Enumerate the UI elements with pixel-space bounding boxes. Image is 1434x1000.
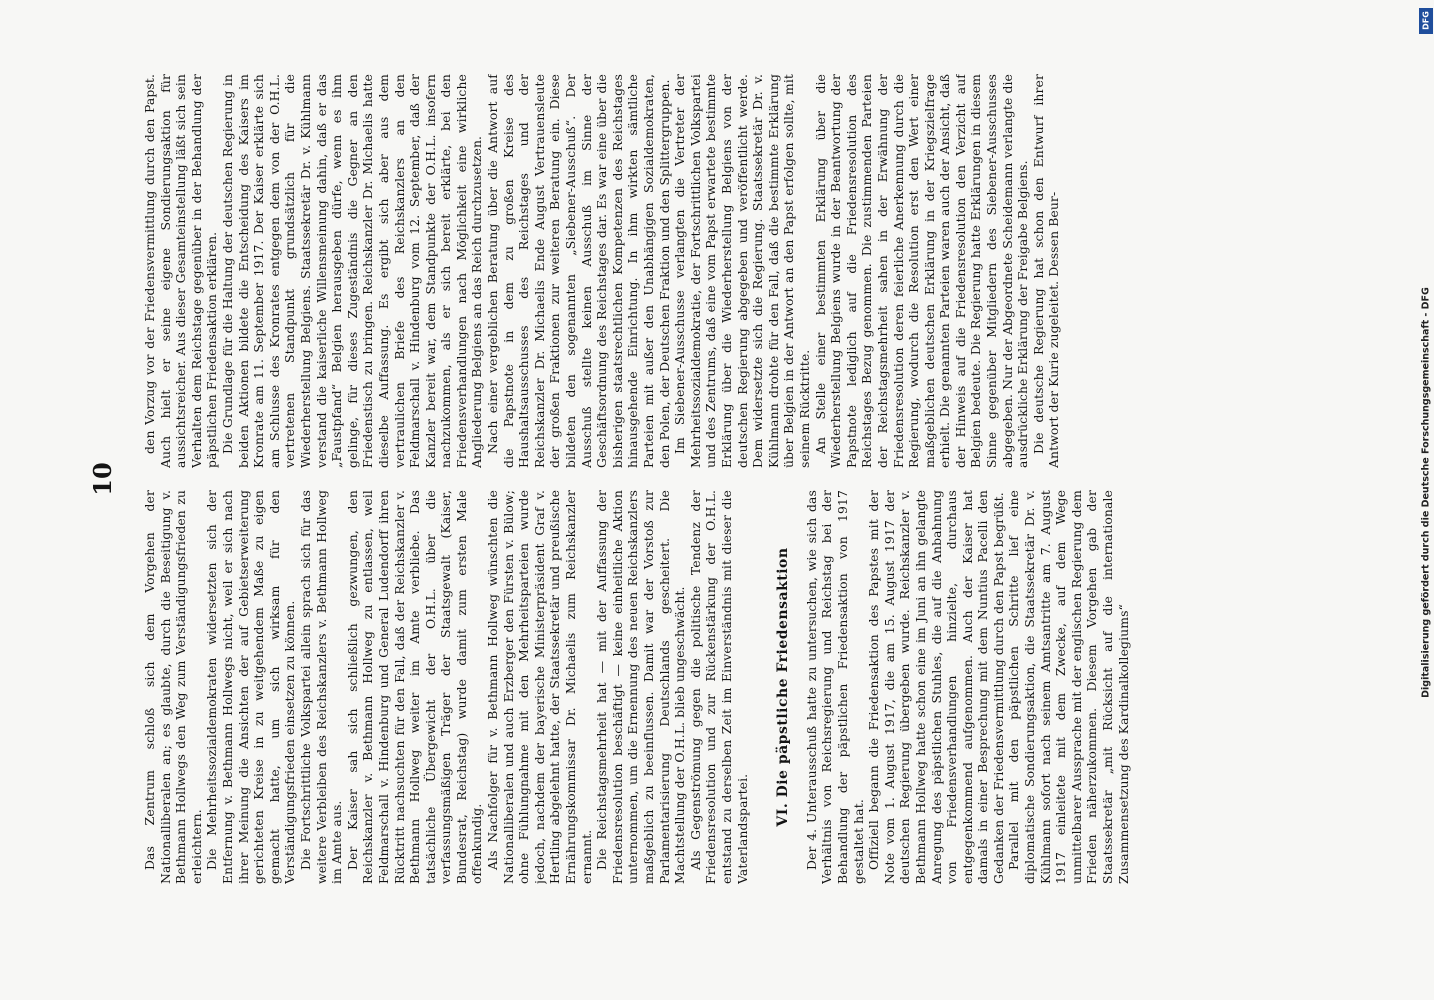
dfg-sidebar: [1418, 0, 1434, 1000]
digitization-credit: Digitalisierung gefördert durch die Deutsche Forschungsgemeinschaft - DFG: [1420, 287, 1432, 698]
column-right: [142, 490, 1292, 884]
paragraph: Als Gegenströmung gegen die politische Tendenz der Friedensresolution und zur Rückenstärkung der O.H.L. entstand zu derselben Zeit im Einverständnis mit dieser die Vaterlandspartei.: [687, 490, 750, 884]
paragraph: Die Reichstagsmehrheit hat — mit der Auffassung der Friedensresolution beschäftigt — keine einheitliche Aktion unternommen, um die Ernennung des neuen Reichskanzlers maßgeblich zu beeinflussen. Damit war der Vorstoß zur Parlamentarisierung Deutschlands gescheitert. Die Machtstellung der O.H.L. blieb ungeschwächt.: [594, 490, 688, 884]
paragraph: Die Grundlage für die Haltung der deutschen Regierung in beiden Aktionen bildete die Entscheidung des Kaisers im Kronrate am 11. September 1917. Der Kaiser erklärte sich am Schlusse des Kronrates entgegen dem von der O.H.L. vertretenen Standpunkt grundsätzlich für die Wiederherstellung Belgiens. Staatssekretär Dr. v. Kühlmann verstand die kaiserliche Willensmeinung dahin, daß er das „Faustpfand“ Belgien herausgeben dürfe, wenn es ihm gelinge, für dieses Zugeständnis die Gegner an den Friedenstisch zu bringen. Reichskanzler Dr. Michaelis hatte dieselbe Auffassung. Es ergibt sich aber aus dem vertraulichen Briefe des Reichskanzlers an den Feldmarschall v. Hindenburg vom 12. September, daß der Kanzler bereit war, dem Standpunkte der O.H.L. insofern nachzukommen, als er sich bereit erklärte, bei den Friedensverhandlungen nach Möglichkeit eine wirkliche Angliederung Belgiens an das Reich durchzusetzen.: [219, 74, 485, 468]
rotated-page-content: [84, 54, 1304, 904]
paragraph: Offiziell begann die Friedensaktion des Papstes mit der Note vom 1. August 1917, die am 15. August 1917 der deutschen Regierung übergeben wurde. Reichskanzler v. Bethmann Hollweg hatte schon eine im Juni an ihn gelangte Anregung des päpstlichen Stuhles, die auf die Anbahnung von Friedensverhandlungen hinzielte, durchaus entgegenkommend aufgenommen. Auch der Kaiser hat damals in einer Besprechung mit dem Nuntius Pacelli den Gedanken der Friedensvermittlung durch den Papst begrüßt.: [866, 490, 1006, 884]
paragraph: Der Kaiser sah sich schließlich gezwungen, den Reichskanzler v. Bethmann Hollweg zu entlassen, weil Feldmarschall v. Hindenburg und General Ludendorff ihren Rücktritt nachsuchten für den Fall, daß der Reichskanzler v. Bethmann Hollweg weiter im Amte verbliebe. Das tatsächliche Übergewicht der O.H.L. über die verfassungsmäßigen Träger der Staatsgewalt (Kaiser, Bundesrat, Reichstag) wurde damit zum ersten Male offenkundig.: [344, 490, 485, 884]
text-columns: [142, 74, 1292, 884]
paragraph: Nach einer vergeblichen Beratung über die Antwort auf die Papstnote in dem zu großen Kreise des Haushaltsausschusses des Reichstages und der Reichskanzler Dr. Michaelis Ende August Vertrauensleute der großen Fraktionen zur weiteren Beratung ein. Diese bildeten den sogenannten „Siebener-Ausschuß“. Der Ausschuß stellte keinen Ausschuß im Sinne der Geschäftsordnung des Reichstages dar. Es war eine über die bisherigen staatsrechtlichen Kompetenzen des Reichstages hinausgehende Einrichtung. In ihm wirkten sämtliche Parteien mit außer den Unabhängigen Sozialdemokraten, den Polen, der Deutschen Fraktion und den Splittergruppen.: [485, 74, 672, 468]
paragraph: Im Siebener-Ausschusse verlangten die Vertreter der Mehrheitssozialdemokratie, der Fortschrittlichen Volkspartei und des Zentrums, daß eine vom Papst erwartete bestimmte Erklärung über die Wiederherstellung Belgiens von der deutschen Regierung abgegeben und veröffentlicht werde. Dem widersetzte sich die Regierung. Staatssekretär Dr. v. Kühlmann drohte für den Fall, daß die bestimmte Erklärung über Belgien in der Antwort an den Papst erfolgen sollte, mit seinem Rücktritte.: [672, 74, 812, 468]
paragraph: Der 4. Unterausschuß hatte zu untersuchen, wie sich das Verhältnis von Reichsregierung und Reichstag bei der Behandlung der päpstlichen Friedensaktion von 1917 gestaltet hat.: [803, 490, 866, 884]
paragraph: Parallel mit den päpstlichen Schritte lief eine diplomatische Sondierungsaktion, die Staatssekretär Dr. v. Kühlmann sofort nach seinem Amtsantritte am 7. August 1917 einleitete mit dem Zwecke, auf dem Wege unmittelbarer Aussprache mit der englischen Regierung dem Frieden näherzukommen. Diesem Vorgehen gab der Staatssekretär „mit Rücksicht auf die internationale Zusammensetzung des Kardinalkollegiums“: [1006, 490, 1131, 884]
paragraph: An Stelle einer bestimmten Erklärung über die Wiederherstellung Belgiens wurde in der Beantwortung der Papstnote lediglich auf die Friedensresolution des Reichstages Bezug genommen. Die zustimmenden Parteien der Reichstagsmehrheit sahen in der Erwähnung der Friedensresolution deren feierliche Anerkennung durch die Regierung, wodurch die Resolution erst den Wert einer maßgeblichen deutschen Erklärung in der Kriegszielfrage erhielt. Die genannten Parteien waren auch der Ansicht, daß der Hinweis auf die Friedensresolution den Verzicht auf Belgien bedeute. Die Regierung hatte Erklärungen in diesem Sinne gegenüber Mitgliedern des Siebener-Ausschusses abgegeben. Nur der Abgeordnete Scheidemann verlangte die ausdrückliche Erklärung der Freigabe Belgiens.: [812, 74, 1031, 468]
paragraph: den Vorzug vor der Friedensvermittlung durch den Papst. Auch hielt er seine eigene Sondierungsaktion für aussichtsreicher. Aus dieser Gesamteinstellung läßt sich sein Verhalten dem Reichstage gegenüber in der Behandlung der päpstlichen Friedensaktion erklären.: [142, 74, 220, 468]
paragraph: Als Nachfolger für v. Bethmann Hollweg wünschten die Nationalliberalen und auch Erzberger den Fürsten v. Bülow; ohne Fühlungnahme mit den Mehrheitsparteien wurde jedoch, nachdem der bayerische Ministerpräsident Graf v. Hertling abgelehnt hatte, der Staatssekretär und preußische Ernährungskommissar Dr. Michaelis zum Reichskanzler ernannt.: [485, 490, 594, 884]
paragraph: Die deutsche Regierung hat schon den Entwurf ihrer Antwort der Kurie zugeleitet. Dessen Beur-: [1030, 74, 1062, 468]
section-heading: VI. Die päpstliche Friedensaktion: [775, 547, 792, 827]
dfg-logo: DFG: [1419, 8, 1433, 34]
paragraph: Das Zentrum schloß sich dem Vorgehen der Nationalliberalen an; es glaubte, durch die Beseitigung v. Bethmann Hollwegs den Weg zum Verständigungsfrieden zu erleichtern.: [142, 490, 204, 884]
paragraph: Die Fortschrittliche Volkspartei allein sprach sich für das weitere Verbleiben des Reichskanzlers v. Bethmann Hollweg im Amte aus.: [297, 490, 345, 884]
document-page: [84, 54, 1304, 904]
page-number: 10: [88, 462, 117, 496]
column-left: [142, 74, 1292, 468]
paragraph: Die Mehrheitssozialdemokraten widersetzten sich der Entfernung v. Bethmann Hollwegs nicht, weil er sich nach ihrer Meinung die Ansichten der auf Gebietserweiterung gerichteten Kreise in zu weitgehendem Maße zu eigen gemacht hatte, um sich wirksam für den Verständigungsfrieden einsetzen zu können.: [204, 490, 298, 884]
